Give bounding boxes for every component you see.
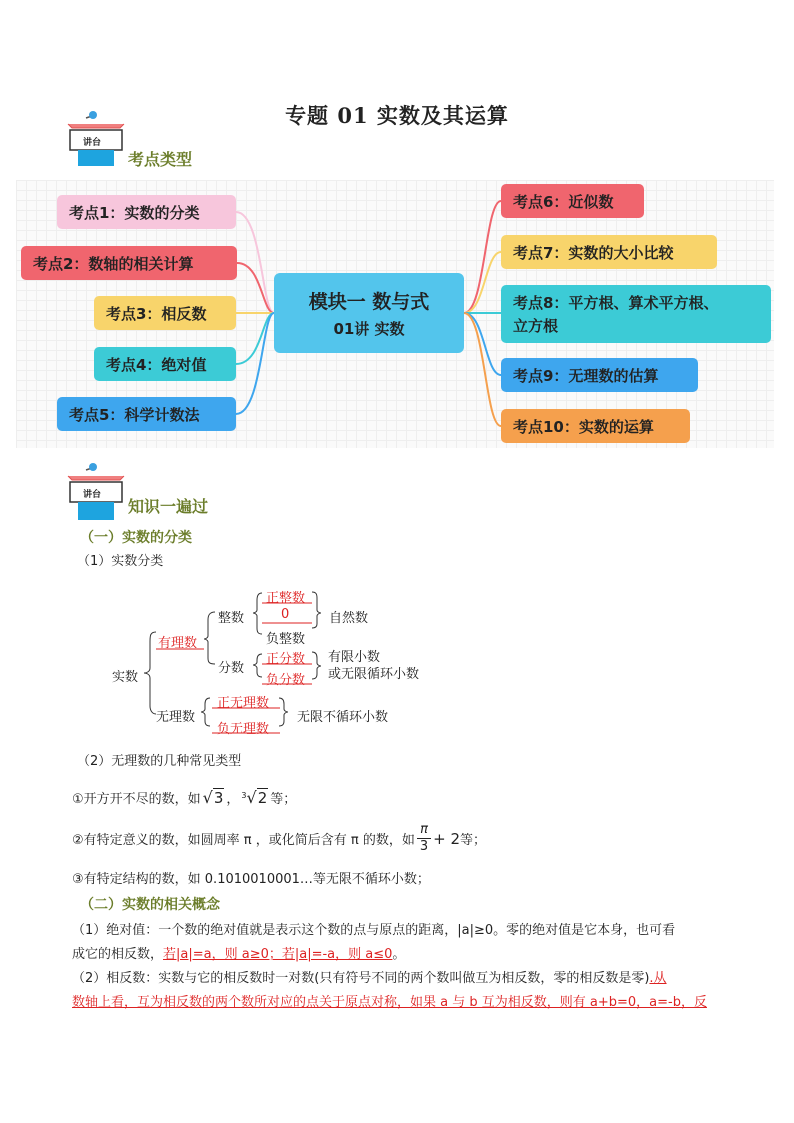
irrational-type-1 — [72, 788, 296, 807]
cbrt-expression — [241, 788, 268, 807]
mindmap-node-8 — [501, 285, 771, 343]
tree-root: 实数 — [112, 670, 139, 685]
mindmap-node-8-line1: 考点8：平方根、算术平方根、 — [513, 294, 719, 312]
mindmap-node-10: 考点10：实数的运算 — [501, 409, 690, 443]
cbrt-index: 3 — [241, 791, 247, 800]
mindmap-node-9: 考点9：无理数的估算 — [501, 358, 698, 392]
abs-line-2 — [72, 943, 732, 967]
sqrt-argument: 3 — [213, 789, 224, 807]
tree-fraction-note-2: 或无限循环小数 — [328, 667, 420, 682]
fraction-denominator: 3 — [417, 838, 431, 855]
podium-label: 讲台 — [83, 138, 102, 148]
tree-irrational-note: 无限不循环小数 — [297, 710, 389, 725]
mindmap-center — [274, 273, 464, 353]
type2-plus: + 2 — [433, 829, 461, 848]
mindmap-node-6: 考点6：近似数 — [501, 184, 644, 218]
tree-irrational: 无理数 — [156, 710, 196, 725]
sqrt-expression — [203, 788, 225, 807]
tree-negative-irrational: 负无理数 — [217, 722, 270, 737]
opp-highlight-start: .从 — [649, 971, 667, 986]
irrational-type-2 — [72, 822, 486, 855]
abs-end: 。 — [392, 947, 406, 962]
tree-zero: 0 — [281, 607, 290, 622]
tree-natural: 自然数 — [329, 611, 369, 626]
type1-prefix: ①开方开不尽的数，如 — [72, 792, 201, 807]
mindmap-node-1: 考点1：实数的分类 — [57, 195, 236, 229]
item-2-label: （2）无理数的几种常见类型 — [77, 754, 242, 769]
abs-line-1: （1）绝对值：一个数的绝对值就是表示这个数的点与原点的距离，|a|≥0。零的绝对值是它本身，也可看 — [72, 923, 676, 938]
mindmap-node-3: 考点3：相反数 — [94, 296, 236, 330]
mindmap-node-8-line2: 立方根 — [513, 317, 559, 335]
type1-separator: ， — [226, 792, 240, 807]
abs-highlight: 若|a|=a，则 a≥0；若|a|=-a，则 a≤0 — [163, 947, 393, 962]
radical-icon: √ — [246, 788, 257, 807]
cbrt-argument: 2 — [257, 789, 268, 807]
opposite-number-paragraph — [72, 967, 732, 1015]
radical-icon: √ — [202, 788, 213, 807]
tree-integer: 整数 — [218, 611, 245, 626]
irrational-type-3: ③有特定结构的数，如 0.1010010001…等无限不循环小数； — [72, 872, 430, 887]
tree-negative-fraction: 负分数 — [266, 673, 306, 688]
classification-tree-lines — [0, 580, 794, 740]
center-subtitle: 01讲 实数 — [333, 320, 405, 338]
type2-suffix: 等； — [460, 833, 487, 848]
mindmap-node-4: 考点4：绝对值 — [94, 347, 236, 381]
tree-positive-fraction: 正分数 — [266, 652, 306, 667]
tree-negative-integer: 负整数 — [266, 632, 306, 647]
center-title: 模块一 数与式 — [308, 291, 430, 313]
absolute-value-paragraph — [72, 919, 732, 967]
opp-line-2: 数轴上看，互为相反数的两个数所对应的点关于原点对称，如果 a 与 b 互为相反数，则有 a+b=0，a=-b，反 — [72, 995, 707, 1010]
subheading-classification: （一）实数的分类 — [80, 530, 192, 546]
section-heading-exam-points: 考点类型 — [128, 150, 193, 169]
tree-positive-irrational: 正无理数 — [217, 696, 270, 711]
page-title: 专题 01 实数及其运算 — [285, 103, 509, 128]
tree-positive-integer: 正整数 — [266, 591, 306, 606]
tree-fraction: 分数 — [218, 661, 245, 676]
type1-suffix: 等； — [270, 792, 297, 807]
pi-fraction — [417, 822, 431, 855]
mindmap-node-5: 考点5：科学计数法 — [57, 397, 236, 431]
item-1-label: （1）实数分类 — [77, 554, 164, 569]
opp-text: （2）相反数：实数与它的相反数时一对数(只有符号不同的两个数叫做互为相反数，零的相反数是零) — [72, 971, 650, 986]
abs-text: 成它的相反数， — [72, 947, 164, 962]
section-heading-knowledge: 知识一遍过 — [128, 497, 209, 516]
podium-label: 讲台 — [83, 490, 102, 500]
mindmap-node-2: 考点2：数轴的相关计算 — [21, 246, 237, 280]
tree-rational: 有理数 — [158, 636, 198, 651]
tree-fraction-note-1: 有限小数 — [328, 650, 381, 665]
mindmap-node-7: 考点7：实数的大小比较 — [501, 235, 717, 269]
subheading-concepts: （二）实数的相关概念 — [80, 897, 220, 913]
opp-line-1 — [72, 967, 732, 991]
type2-prefix: ②有特定意义的数，如圆周率 π ，或化简后含有 π 的数，如 — [72, 833, 415, 848]
fraction-numerator: π — [420, 822, 428, 837]
